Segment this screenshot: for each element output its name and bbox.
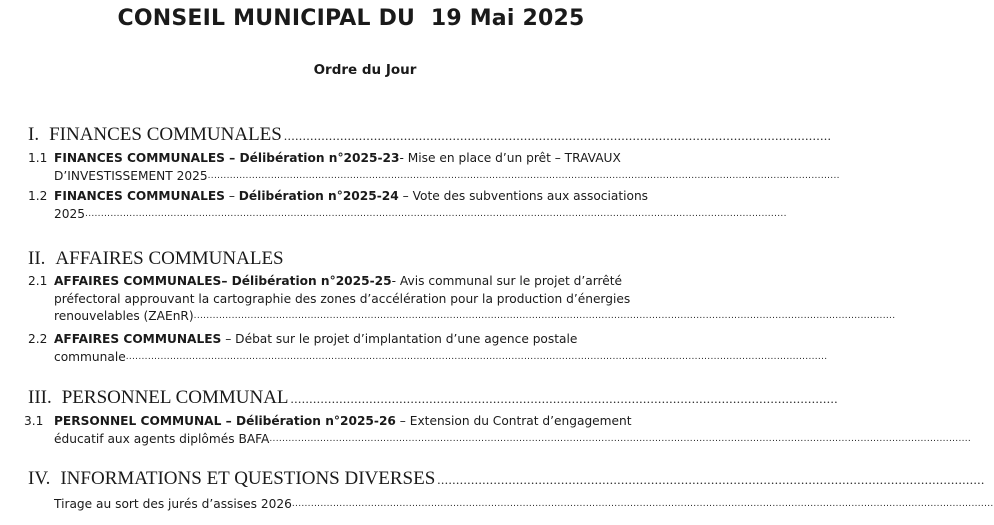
section-heading-personnel [28, 387, 839, 409]
section-heading-affaires [28, 248, 684, 270]
page-title: CONSEIL MUNICIPAL DU 19 Mai 2025 [117, 6, 585, 31]
dot-leader: .................................................................................................................................................. [290, 391, 839, 406]
item-bold-heading: AFFAIRES COMMUNALES– Délibération n°2025-25 [54, 274, 392, 288]
section-title: PERSONNEL COMMUNAL [61, 387, 289, 408]
section-number: III. [28, 387, 52, 408]
item-text-line: - Mise en place d’un prêt – TRAVAUX [399, 151, 621, 165]
section-title: FINANCES COMMUNALES [49, 124, 282, 145]
dot-leader: .................................................................................................................................................. [437, 472, 985, 487]
section-number: II. [28, 248, 46, 269]
item-text-line: – Vote des subventions aux associations [402, 189, 649, 203]
item-text-line: renouvelables (ZAEnR) [54, 309, 194, 323]
agenda-item-2-1 [28, 273, 896, 326]
item-bold-heading: PERSONNEL COMMUNAL – Délibération n°2025-26 [54, 414, 396, 428]
item-text-line: D’INVESTISSEMENT 2025 [54, 168, 208, 183]
item-bold-heading: AFFAIRES COMMUNALES [54, 332, 222, 346]
item-number: 1.2 [28, 189, 48, 203]
agenda-item-3-1 [24, 413, 972, 448]
item-text-line: Tirage au sort des jurés d’assises 2026 [54, 497, 292, 511]
item-number: 3.1 [24, 414, 44, 428]
agenda-subtitle: Ordre du Jour [313, 62, 417, 78]
agenda-item-2-2 [28, 331, 828, 366]
item-text-line: 2025 [54, 206, 86, 221]
agenda-item-1-1 [28, 150, 840, 185]
dot-leader: .................................................................................................................................................. [283, 128, 832, 143]
section-heading-informations [28, 468, 985, 490]
dot-leader: .............................................................................................................................................................................................................................. [269, 433, 972, 444]
item-number: 2.2 [28, 332, 48, 346]
item-number: 2.1 [28, 274, 48, 288]
dot-leader: .............................................................................................................................................................................................................................. [291, 499, 994, 509]
item-bold-heading: Délibération n°2025-24 [238, 189, 399, 203]
item-bold-heading: FINANCES COMMUNALES [54, 189, 225, 203]
item-text-line: – Débat sur le projet d’implantation d’une agence postale [225, 332, 578, 346]
agenda-item-1-2: 1.2 FINANCES COMMUNALES – Délibération n°2025-24 – Vote des subventions aux associations 2025 .............................................................................................................................................................................................................................. [28, 188, 682, 223]
section-title: AFFAIRES COMMUNALES [55, 248, 284, 269]
section-number: I. [28, 124, 40, 145]
dot-leader: .............................................................................................................................................................................................................................. [193, 311, 896, 321]
item-bold-heading: FINANCES COMMUNALES – Délibération n°2025-23 [54, 151, 400, 165]
item-text-line: préfectoral approuvant la cartographie des zones d’accélération pour la production d’énergies [54, 291, 631, 306]
item-text-line: éducatif aux agents diplômés BAFA [54, 431, 270, 446]
section-title: INFORMATIONS ET QUESTIONS DIVERSES [60, 468, 436, 489]
dot-leader: ........................................................................................................................................................................................................ [207, 170, 840, 181]
section-number: IV. [28, 468, 51, 489]
item-number: 1.1 [28, 151, 48, 165]
dot-leader: .............................................................................................................................................................................................................................. [125, 351, 828, 362]
agenda-item-4 [28, 496, 994, 514]
item-text-line: – Extension du Contrat d’engagement [399, 414, 632, 428]
item-text-line: - Avis communal sur le projet d’arrêté [391, 274, 623, 288]
dot-leader: .............................................................................................................................................................................................................................. [85, 208, 787, 219]
item-text-line: communale [54, 349, 126, 364]
section-heading-finances [28, 124, 832, 146]
